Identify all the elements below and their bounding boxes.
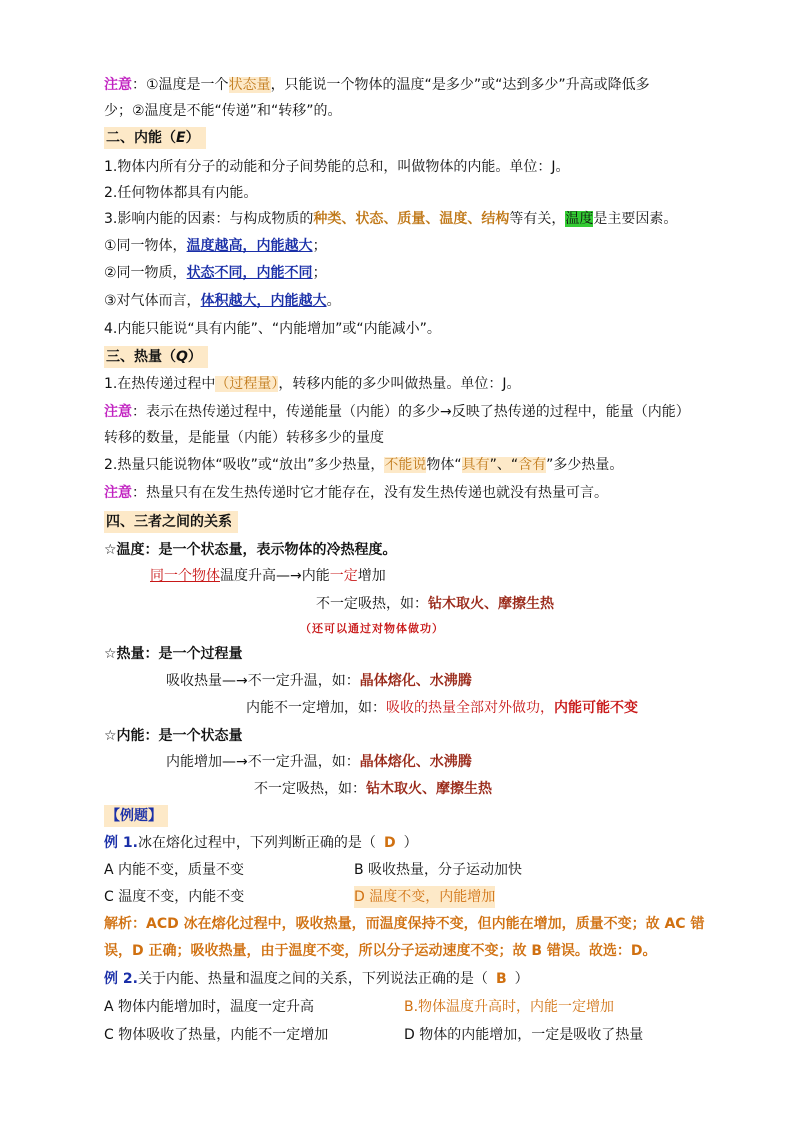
temp-row-3: （还可以通过对物体做功） (300, 622, 444, 635)
example-1-question: 例 1.冰在熔化过程中，下列判断正确的是（ D ） (104, 835, 418, 851)
ie-line-7: 4.内能只能说“具有内能”、“内能增加”或“内能减小”。 (104, 321, 441, 337)
heat-line-2: 2.热量只能说物体“吸收”或“放出”多少热量，不能说物体“具有”、“含有”多少热量。 (104, 457, 624, 473)
example-2-question: 例 2.关于内能、热量和温度之间的关系，下列说法正确的是（ B ） (104, 971, 529, 987)
heat-heading: ☆热量：是一个过程量 (104, 646, 243, 662)
keyword-state-quantity: 状态量 (228, 77, 271, 93)
example-1-choice-b: B 吸收热量，分子运动加快 (354, 862, 523, 878)
section-heading-relations: 四、三者之间的关系 (104, 511, 238, 533)
example-1-choice-a: A 内能不变，质量不变 (104, 862, 245, 878)
example-1-explanation-line2: 误，D 正确；吸收热量，由于温度不变，所以分子运动速度不变；故 B 错误。故选：D。 (104, 943, 657, 959)
ie-line-1: 1.物体内所有分子的动能和分子间势能的总和，叫做物体的内能。单位：J。 (104, 159, 570, 175)
ie-line-3: 3.影响内能的因素：与构成物质的种类、状态、质量、温度、结构等有关，温度是主要因素。 (104, 211, 678, 227)
example-2-choice-d: D 物体的内能增加，一定是吸收了热量 (404, 1027, 644, 1043)
example-2-choice-c: C 物体吸收了热量，内能不一定增加 (104, 1027, 329, 1043)
ie-row-1: 内能增加—→不一定升温，如：晶体熔化、水沸腾 (166, 754, 472, 770)
section-heading-internal-energy: 二、内能（E） (104, 127, 206, 149)
temp-row-2: 不一定吸热，如：钻木取火、摩擦生热 (316, 596, 554, 612)
temperature-note-line1: 注意：①温度是一个状态量，只能说一个物体的温度“是多少”或“达到多少”升高或降低多 (104, 77, 650, 93)
example-2-choice-a: A 物体内能增加时，温度一定升高 (104, 999, 315, 1015)
note-label: 注意 (104, 77, 132, 93)
temp-heading: ☆温度：是一个状态量，表示物体的冷热程度。 (104, 542, 397, 558)
ie-line-6: ③对气体而言，体积越大，内能越大。 (104, 293, 341, 309)
ie-line-2: 2.任何物体都具有内能。 (104, 185, 258, 201)
heat-row-1: 吸收热量—→不一定升温，如：晶体熔化、水沸腾 (166, 673, 472, 689)
temp-row-1: 同一个物体温度升高—→内能一定增加 (150, 568, 386, 584)
heat-line-1: 1.在热传递过程中（过程量），转移内能的多少叫做热量。单位：J。 (104, 376, 521, 392)
section-heading-heat: 三、热量（Q） (104, 346, 208, 368)
example-1-choice-d: D 温度不变，内能增加 (354, 886, 495, 908)
ie-line-4: ①同一物体，温度越高，内能越大； (104, 238, 327, 254)
example-2-choice-b: B.物体温度升高时，内能一定增加 (404, 999, 615, 1015)
temperature-note-line2: 少；②温度是不能“传递”和“转移”的。 (104, 103, 342, 119)
ie-line-5: ②同一物质，状态不同，内能不同； (104, 265, 327, 281)
ie-row-2: 不一定吸热，如：钻木取火、摩擦生热 (254, 781, 492, 797)
heat-note-1-line1: 注意：表示在热传递过程中，传递能量（内能）的多少→反映了热传递的过程中，能量（内能） (104, 404, 690, 420)
example-1-choice-c: C 温度不变，内能不变 (104, 889, 245, 905)
heat-note-1-line2: 转移的数量，是能量（内能）转移多少的量度 (104, 430, 384, 446)
example-1-explanation-line1: 解析：ACD 冰在熔化过程中，吸收热量，而温度保持不变，但内能在增加，质量不变；故 AC 错 (104, 916, 705, 932)
ie-heading: ☆内能：是一个状态量 (104, 728, 243, 744)
heat-note-2: 注意：热量只有在发生热传递时它才能存在，没有发生热传递也就没有热量可言。 (104, 485, 608, 501)
heat-row-2: 内能不一定增加，如：吸收的热量全部对外做功，内能可能不变 (246, 700, 638, 716)
examples-heading: 【例题】 (104, 805, 168, 827)
